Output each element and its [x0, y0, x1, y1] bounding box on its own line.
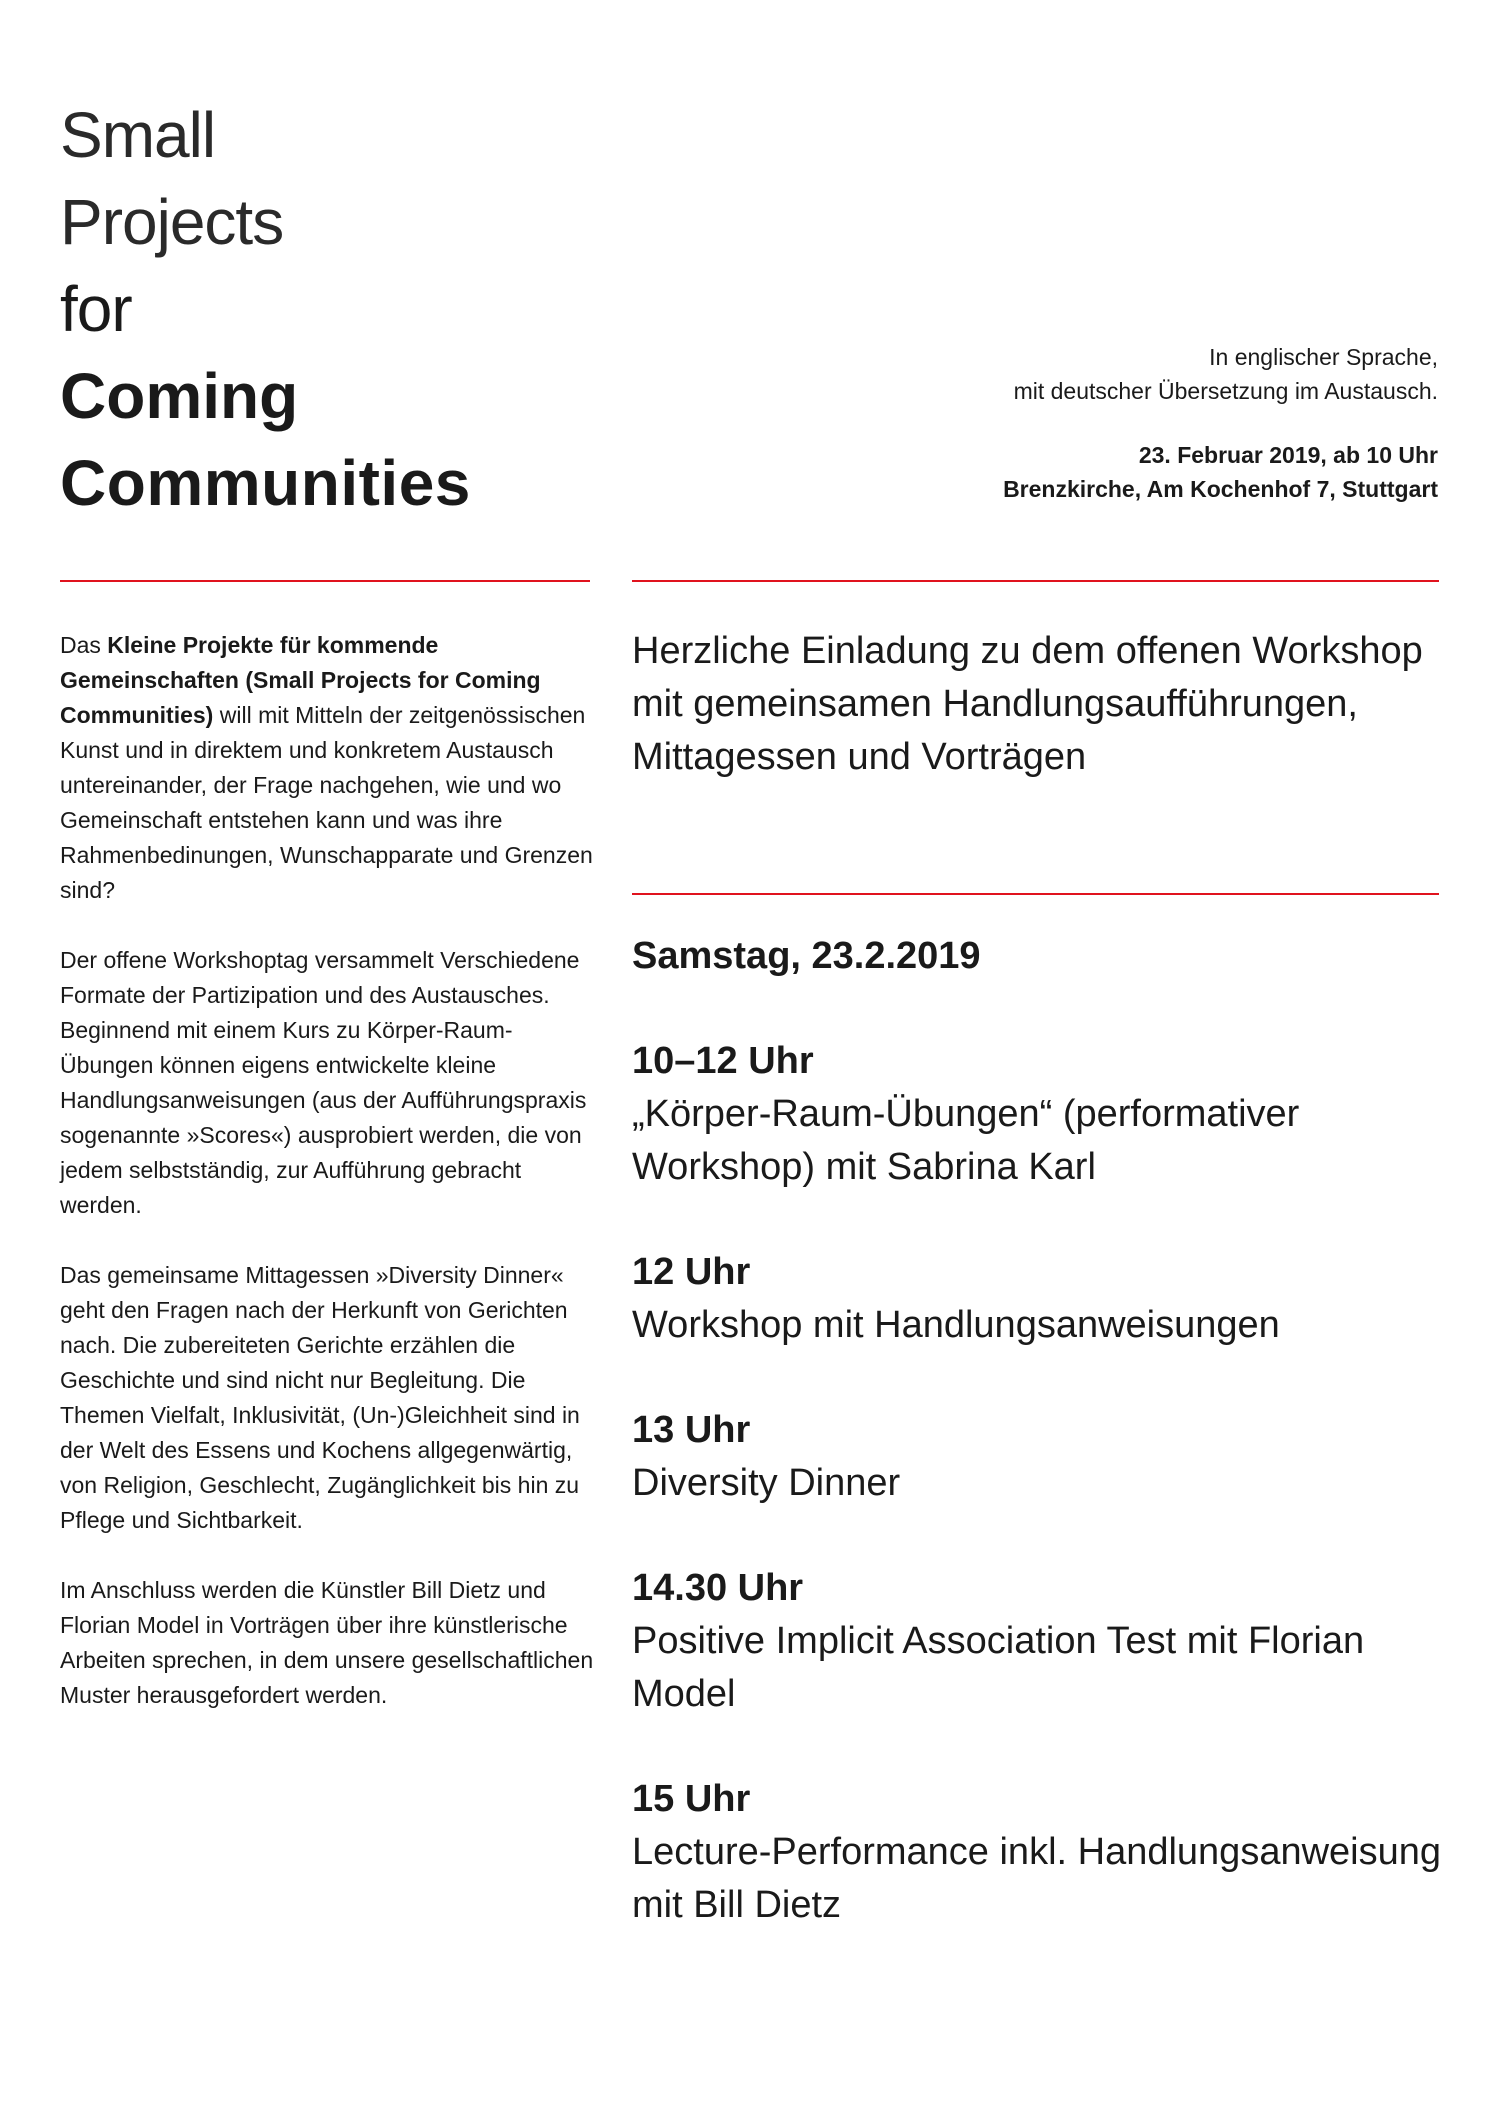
invitation-heading: Herzliche Einladung zu dem offenen Workshop mit gemeinsamen Handlungsaufführungen, Mittagessen und Vorträgen [632, 630, 1423, 778]
schedule-description: Positive Implicit Association Test mit Florian Model [632, 1620, 1365, 1715]
program-day: Samstag, 23.2.2019 [632, 935, 981, 977]
event-location: Brenzkirche, Am Kochenhof 7, Stuttgart [1003, 476, 1438, 502]
schedule-item [632, 1035, 1452, 1194]
event-info [1003, 340, 1438, 506]
info-spacer [1003, 408, 1438, 438]
intro-p1-bold: Kleine Projekte für kommende Gemeinschaften (Small Projects for Coming Communities) [60, 632, 541, 728]
divider-right-top [632, 580, 1439, 582]
title-line-3: for [60, 273, 132, 345]
schedule-item [632, 1404, 1452, 1510]
schedule-time: 13 Uhr [632, 1409, 751, 1451]
intro-text [60, 628, 600, 1748]
schedule-time: 10–12 Uhr [632, 1040, 814, 1082]
title-line-1: Small [60, 99, 216, 171]
schedule-description: Lecture-Performance inkl. Handlungsanweisung mit Bill Dietz [632, 1831, 1442, 1926]
schedule-item [632, 1773, 1452, 1932]
schedule-description: „Körper-Raum-Übungen“ (performativer Workshop) mit Sabrina Karl [632, 1093, 1300, 1188]
schedule-description: Workshop mit Handlungsanweisungen [632, 1304, 1280, 1346]
schedule-time: 12 Uhr [632, 1251, 751, 1293]
divider-right-middle [632, 893, 1439, 895]
language-note-1: In englischer Sprache, [1209, 344, 1438, 370]
language-note-2: mit deutscher Übersetzung im Austausch. [1013, 378, 1438, 404]
schedule-item [632, 1246, 1452, 1352]
title-line-5: Communities [60, 447, 471, 519]
schedule-item [632, 1562, 1452, 1721]
event-date-time: 23. Februar 2019, ab 10 Uhr [1138, 442, 1438, 468]
title-line-2: Projects [60, 186, 284, 258]
page-title [60, 92, 471, 527]
intro-paragraph-2: Der offene Workshoptag versammelt Verschiedene Formate der Partizipation und des Austausches. Beginnend mit einem Kurs zu Körper-Raum-Übungen können eigens entwickelte kleine Handlungsanweisungen (aus der Aufführungspraxis sogenannte »Scores«) ausprobiert werden, die von jedem selbstständig, zur Aufführung gebracht werden. [60, 947, 587, 1218]
divider-left [60, 580, 590, 582]
program-schedule [632, 930, 1452, 1932]
intro-paragraph-1 [60, 628, 600, 908]
title-line-4: Coming [60, 360, 299, 432]
intro-paragraph-4: Im Anschluss werden die Künstler Bill Dietz und Florian Model in Vorträgen über ihre künstlerische Arbeiten sprechen, in dem unsere gesellschaftlichen Muster herausgefordert werden. [60, 1577, 594, 1708]
schedule-description: Diversity Dinner [632, 1462, 901, 1504]
intro-paragraph-3: Das gemeinsame Mittagessen »Diversity Dinner« geht den Fragen nach der Herkunft von Gerichten nach. Die zubereiteten Gerichte erzählen die Geschichte und sind nicht nur Begleitung. Die Themen Vielfalt, Inklusivität, (Un-)Gleichheit sind in der Welt des Essens und Kochens allgegenwärtig, von Religion, Geschlecht, Zugänglichkeit bis hin zu Pflege und Sichtbarkeit. [60, 1262, 580, 1533]
intro-p1-rest: will mit Mitteln der zeitgenössischen Kunst und in direktem und konkretem Austausch untereinander, der Frage nachgehen, wie und wo Gemeinschaft entstehen kann und was ihre Rahmenbedinungen, Wunschapparate und Grenzen sind? [60, 702, 593, 903]
intro-p1-lead: Das [60, 632, 108, 658]
schedule-time: 14.30 Uhr [632, 1567, 804, 1609]
schedule-time: 15 Uhr [632, 1778, 751, 1820]
